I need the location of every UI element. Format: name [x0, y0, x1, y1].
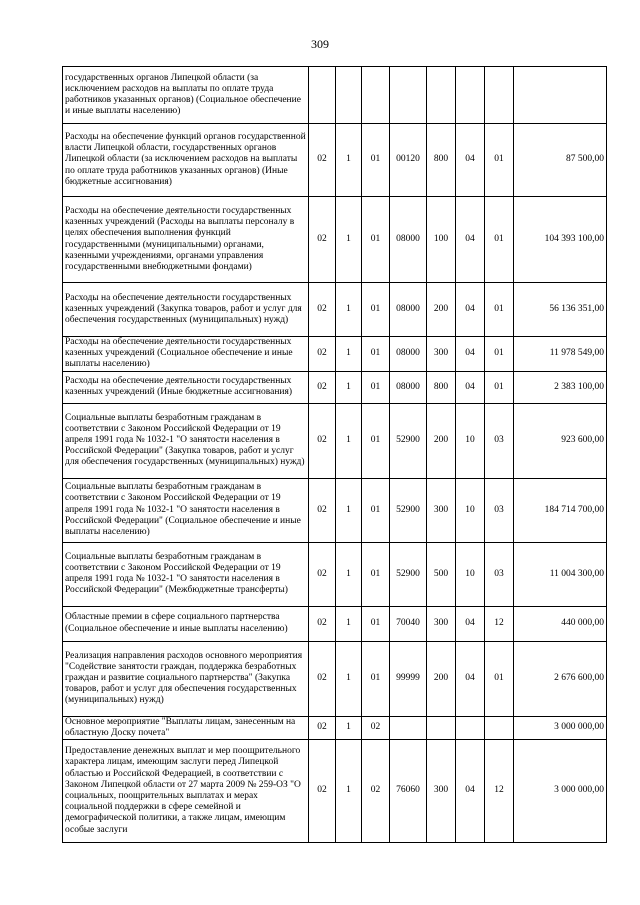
row-code-c4: 70040	[390, 606, 427, 641]
row-description: Социальные выплаты безработным гражданам в соответствии с Законом Российской Федерации от 19 апреля 1991 года № 1032-1 "О занятости населения в Российской Федерации" (Межбюджетные трансферты)	[63, 542, 309, 606]
row-code-c2: 1	[336, 606, 362, 641]
table-row	[63, 197, 607, 283]
row-code-c7: 12	[485, 740, 514, 843]
row-code-c6: 04	[456, 740, 485, 843]
row-code-c7: 01	[485, 197, 514, 283]
row-code-c2: 1	[336, 283, 362, 337]
row-code-c4: 08000	[390, 283, 427, 337]
row-amount: 3 000 000,00	[514, 716, 607, 739]
row-code-c1: 02	[309, 542, 336, 606]
row-description: Расходы на обеспечение деятельности государственных казенных учреждений (Закупка товаров, работ и услуг для обеспечения государственных (муниципальных) нужд)	[63, 283, 309, 337]
row-description: Расходы на обеспечение деятельности государственных казенных учреждений (Иные бюджетные ассигнования)	[63, 371, 309, 403]
row-code-c5: 800	[427, 371, 456, 403]
row-code-c1: 02	[309, 740, 336, 843]
row-code-c1: 02	[309, 124, 336, 197]
row-code-c6: 10	[456, 478, 485, 542]
row-code-c4	[390, 716, 427, 739]
row-code-c5: 500	[427, 542, 456, 606]
row-code-c7	[485, 67, 514, 124]
table-row	[63, 542, 607, 606]
row-code-c3: 01	[362, 337, 390, 372]
row-code-c5: 300	[427, 606, 456, 641]
row-code-c7: 03	[485, 478, 514, 542]
row-code-c1: 02	[309, 283, 336, 337]
row-code-c3: 01	[362, 283, 390, 337]
row-code-c2: 1	[336, 197, 362, 283]
row-code-c6	[456, 716, 485, 739]
table-row	[63, 337, 607, 372]
row-code-c3: 01	[362, 371, 390, 403]
row-code-c6: 04	[456, 337, 485, 372]
row-amount: 11 004 300,00	[514, 542, 607, 606]
row-amount: 440 000,00	[514, 606, 607, 641]
row-description: Областные премии в сфере социального партнерства (Социальное обеспечение и иные выплаты населению)	[63, 606, 309, 641]
row-code-c4: 52900	[390, 478, 427, 542]
row-code-c1: 02	[309, 641, 336, 716]
row-code-c4: 99999	[390, 641, 427, 716]
row-code-c6: 04	[456, 641, 485, 716]
row-description: Социальные выплаты безработным гражданам в соответствии с Законом Российской Федерации от 19 апреля 1991 года № 1032-1 "О занятости населения в Российской Федерации" (Закупка товаров, работ и услуг для обеспечения государственных (муниципальных) нужд)	[63, 403, 309, 478]
table-row	[63, 283, 607, 337]
row-code-c7: 01	[485, 641, 514, 716]
row-code-c5: 800	[427, 124, 456, 197]
row-code-c6: 10	[456, 542, 485, 606]
row-code-c7: 12	[485, 606, 514, 641]
row-amount: 104 393 100,00	[514, 197, 607, 283]
table-row	[63, 124, 607, 197]
row-code-c1: 02	[309, 716, 336, 739]
row-code-c7	[485, 716, 514, 739]
row-code-c1	[309, 67, 336, 124]
row-code-c5: 200	[427, 403, 456, 478]
row-code-c1: 02	[309, 478, 336, 542]
row-code-c5: 300	[427, 337, 456, 372]
row-amount: 2 676 600,00	[514, 641, 607, 716]
row-amount: 3 000 000,00	[514, 740, 607, 843]
row-code-c3: 02	[362, 740, 390, 843]
row-code-c3: 01	[362, 641, 390, 716]
row-code-c6: 04	[456, 606, 485, 641]
table-row	[63, 403, 607, 478]
row-code-c4: 08000	[390, 371, 427, 403]
row-description: Расходы на обеспечение деятельности государственных казенных учреждений (Расходы на выплаты персоналу в целях обеспечения выполнения функций государственными (муниципальными) органами, казенными учреждениями, органами управления государственными внебюджетными фондами)	[63, 197, 309, 283]
table-row	[63, 67, 607, 124]
row-code-c2: 1	[336, 337, 362, 372]
row-code-c4: 08000	[390, 197, 427, 283]
row-amount: 2 383 100,00	[514, 371, 607, 403]
budget-table	[62, 66, 607, 843]
row-code-c2: 1	[336, 740, 362, 843]
row-amount: 11 978 549,00	[514, 337, 607, 372]
row-code-c5	[427, 716, 456, 739]
row-code-c3: 01	[362, 478, 390, 542]
row-code-c3: 01	[362, 606, 390, 641]
row-description: Основное мероприятие "Выплаты лицам, занесенным на областную Доску почета"	[63, 716, 309, 739]
row-code-c6: 04	[456, 197, 485, 283]
row-code-c1: 02	[309, 606, 336, 641]
row-code-c3: 01	[362, 124, 390, 197]
row-code-c2: 1	[336, 403, 362, 478]
row-code-c2: 1	[336, 478, 362, 542]
row-code-c6: 04	[456, 283, 485, 337]
row-code-c5: 300	[427, 740, 456, 843]
row-code-c3: 01	[362, 542, 390, 606]
row-code-c1: 02	[309, 371, 336, 403]
row-description: Предоставление денежных выплат и мер поощрительного характера лицам, имеющим заслуги перед Липецкой областью и Российской Федерацией, в соответствии с Законом Липецкой области от 27 марта 2009 № 259-ОЗ "О социальных, поощрительных выплатах и мерах социальной поддержки в сфере семейной и демографической политики, а также лицам, имеющим особые заслуги	[63, 740, 309, 843]
row-code-c7: 01	[485, 337, 514, 372]
row-description: Расходы на обеспечение функций органов государственной власти Липецкой области, государственных органов Липецкой области (за исключением расходов на выплаты по оплате труда работников указанных органов) (Иные бюджетные ассигнования)	[63, 124, 309, 197]
row-code-c2: 1	[336, 716, 362, 739]
row-code-c7: 03	[485, 542, 514, 606]
row-code-c2: 1	[336, 641, 362, 716]
row-description: Расходы на обеспечение деятельности государственных казенных учреждений (Социальное обеспечение и иные выплаты населению)	[63, 337, 309, 372]
row-code-c4: 52900	[390, 403, 427, 478]
row-code-c5: 300	[427, 478, 456, 542]
table-row	[63, 606, 607, 641]
row-description: Реализация направления расходов основного мероприятия "Содействие занятости граждан, поддержка безработных граждан и развитие социального партнерства" (Закупка товаров, работ и услуг для обеспечения государственных (муниципальных) нужд)	[63, 641, 309, 716]
table-row	[63, 716, 607, 739]
row-code-c3: 01	[362, 403, 390, 478]
row-code-c7: 01	[485, 371, 514, 403]
row-code-c4: 00120	[390, 124, 427, 197]
row-code-c4: 52900	[390, 542, 427, 606]
row-code-c7: 03	[485, 403, 514, 478]
row-amount: 56 136 351,00	[514, 283, 607, 337]
row-code-c4	[390, 67, 427, 124]
row-code-c6: 04	[456, 124, 485, 197]
row-code-c2: 1	[336, 124, 362, 197]
row-code-c5: 100	[427, 197, 456, 283]
row-code-c2	[336, 67, 362, 124]
row-code-c4: 08000	[390, 337, 427, 372]
row-code-c1: 02	[309, 403, 336, 478]
page-number: 309	[311, 37, 329, 51]
row-code-c6: 04	[456, 371, 485, 403]
row-code-c5	[427, 67, 456, 124]
table-row	[63, 740, 607, 843]
row-amount: 184 714 700,00	[514, 478, 607, 542]
row-code-c3: 01	[362, 197, 390, 283]
row-code-c1: 02	[309, 337, 336, 372]
table-row	[63, 478, 607, 542]
row-code-c7: 01	[485, 124, 514, 197]
row-code-c7: 01	[485, 283, 514, 337]
row-code-c4: 76060	[390, 740, 427, 843]
row-description: Социальные выплаты безработным гражданам в соответствии с Законом Российской Федерации от 19 апреля 1991 года № 1032-1 "О занятости населения в Российской Федерации" (Социальное обеспечение и иные выплаты населению)	[63, 478, 309, 542]
row-code-c1: 02	[309, 197, 336, 283]
row-description: государственных органов Липецкой области (за исключением расходов на выплаты по оплате труда работников указанных органов) (Социальное обеспечение и иные выплаты населению)	[63, 67, 309, 124]
row-amount	[514, 67, 607, 124]
row-amount: 87 500,00	[514, 124, 607, 197]
table-row	[63, 641, 607, 716]
row-amount: 923 600,00	[514, 403, 607, 478]
row-code-c6	[456, 67, 485, 124]
row-code-c3	[362, 67, 390, 124]
row-code-c2: 1	[336, 371, 362, 403]
row-code-c6: 10	[456, 403, 485, 478]
row-code-c5: 200	[427, 283, 456, 337]
row-code-c5: 200	[427, 641, 456, 716]
row-code-c2: 1	[336, 542, 362, 606]
table-row	[63, 371, 607, 403]
row-code-c3: 02	[362, 716, 390, 739]
